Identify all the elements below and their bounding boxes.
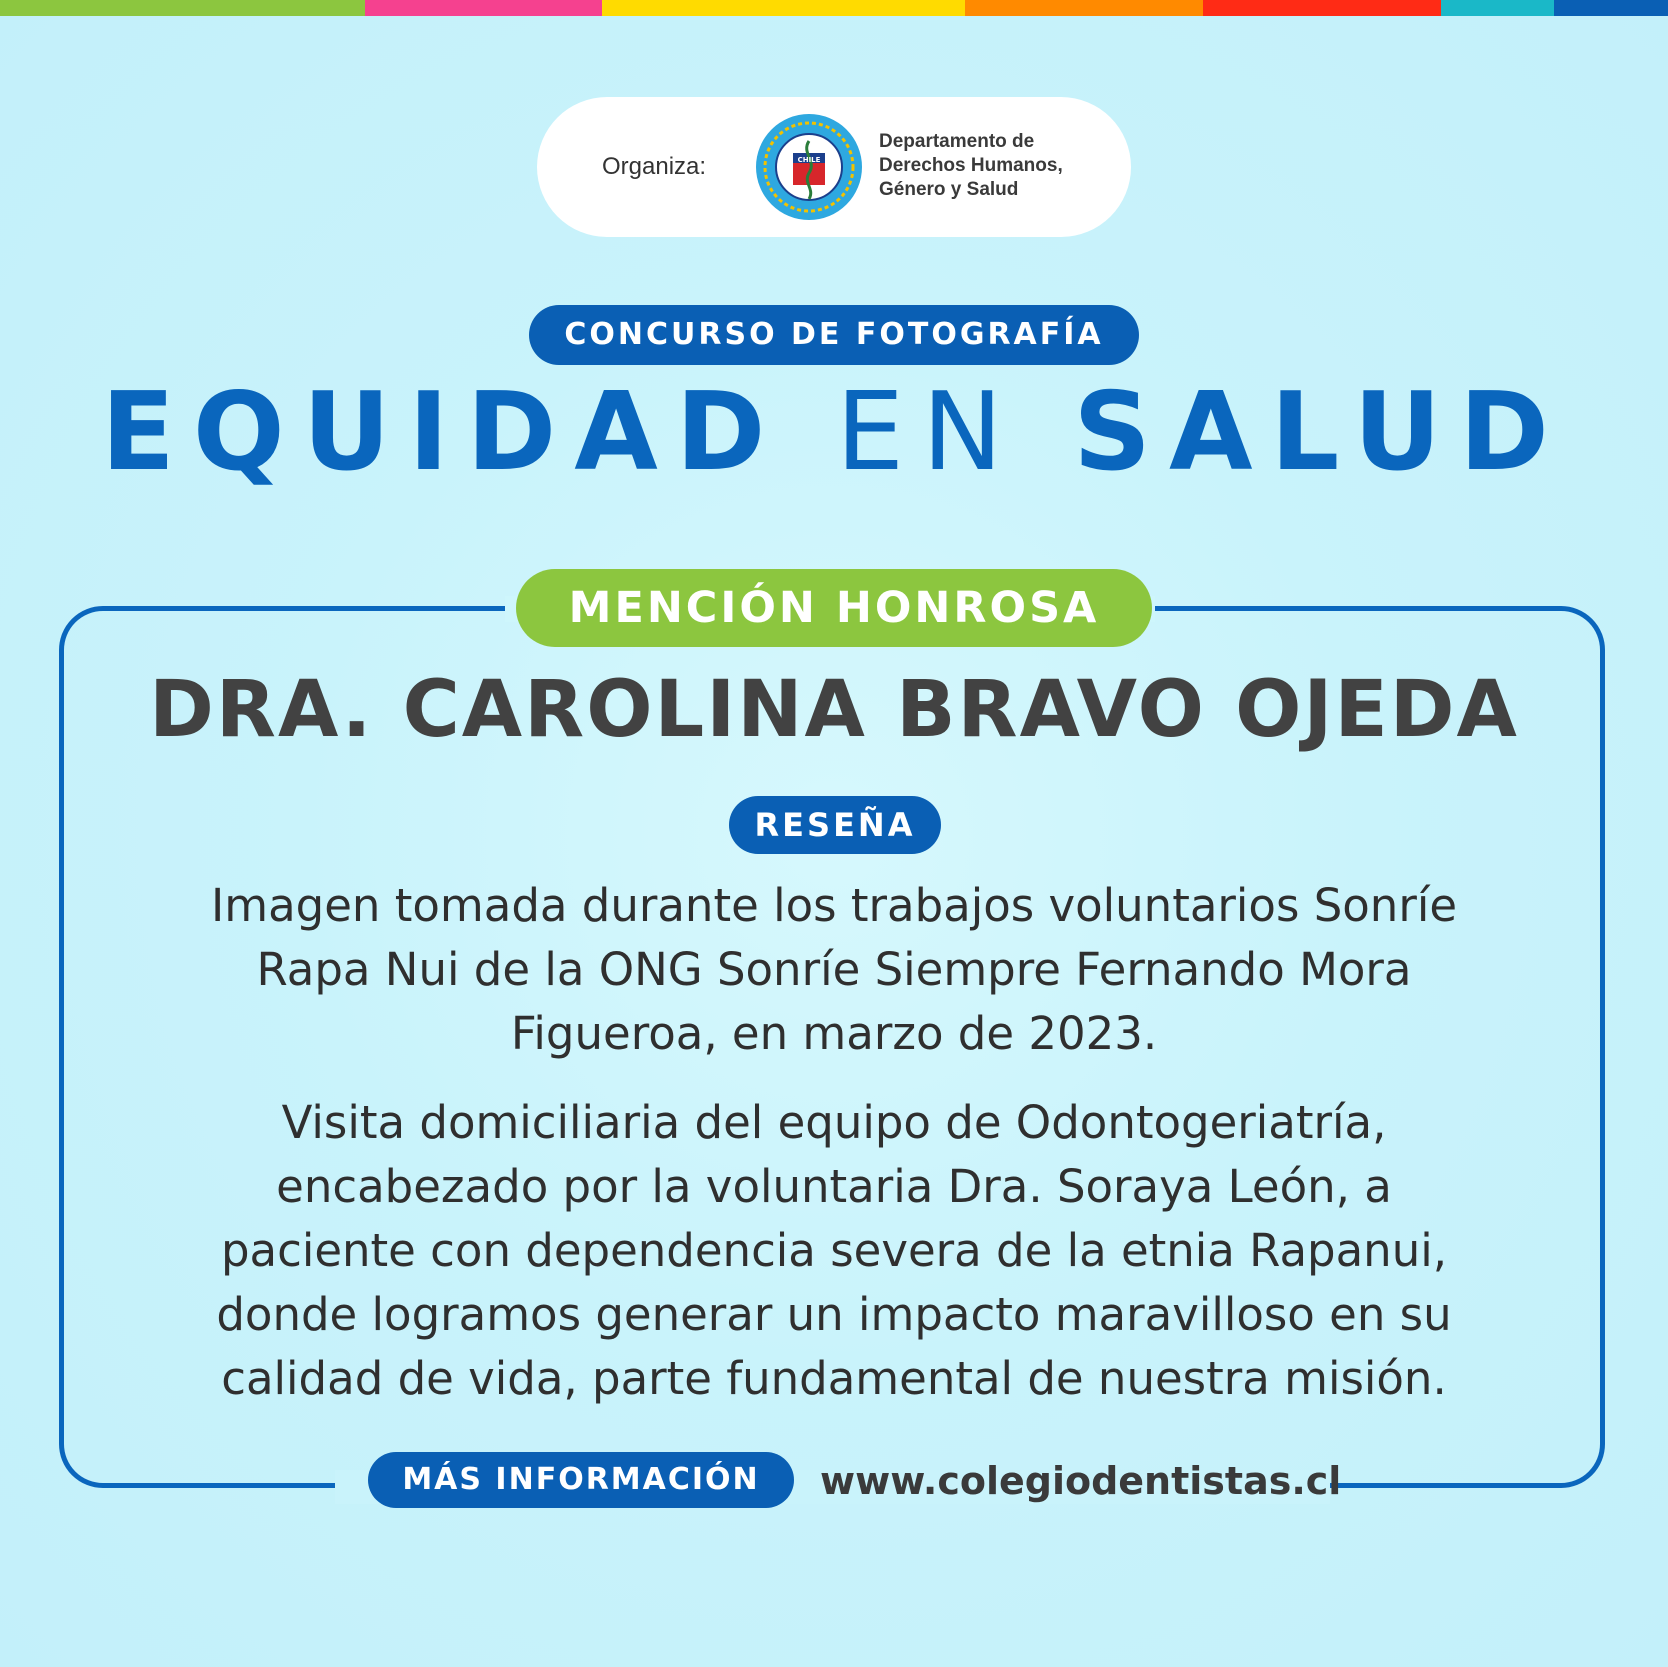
- review-badge: RESEÑA: [729, 796, 941, 854]
- review-p2-line: Visita domiciliaria del equipo de Odontogeriatría,: [281, 1096, 1387, 1149]
- organizer-label: Organiza:: [602, 153, 707, 180]
- review-p1-line: Figueroa, en marzo de 2023.: [510, 1007, 1158, 1060]
- review-p1-line: Rapa Nui de la ONG Sonríe Siempre Fernando Mora: [256, 943, 1412, 996]
- honorable-mention-badge: MENCIÓN HONROSA: [516, 569, 1152, 647]
- department-line-2: Derechos Humanos,: [879, 155, 1063, 176]
- review-p2-line: encabezado por la voluntaria Dra. Soraya León, a: [276, 1160, 1392, 1213]
- department-line-1: Departamento de: [879, 131, 1035, 152]
- stripe-blue: [1554, 0, 1668, 16]
- stripe-orange: [965, 0, 1203, 16]
- stripe-green: [0, 0, 365, 16]
- review-p2-line: calidad de vida, parte fundamental de nuestra misión.: [221, 1352, 1447, 1405]
- review-paragraph-2: [120, 1091, 1548, 1411]
- department-name: [879, 130, 1063, 202]
- stripe-pink: [365, 0, 602, 16]
- stripe-yellow: [602, 0, 965, 16]
- stripe-teal: [1441, 0, 1554, 16]
- seal-chile-text: CHILE: [797, 156, 821, 164]
- website-link[interactable]: www.colegiodentistas.cl: [820, 1459, 1342, 1503]
- contest-badge: CONCURSO DE FOTOGRAFÍA: [529, 305, 1139, 365]
- winner-name: DRA. CAROLINA BRAVO OJEDA: [149, 665, 1519, 755]
- more-info-badge: MÁS INFORMACIÓN: [368, 1452, 794, 1508]
- title-word-salud: SALUD: [1073, 370, 1567, 495]
- color-stripe-bar: [0, 0, 1668, 16]
- contest-title: [0, 368, 1668, 498]
- review-paragraph-1: [120, 874, 1548, 1066]
- title-word-en: EN: [835, 370, 1021, 495]
- review-p1-line: Imagen tomada durante los trabajos voluntarios Sonríe: [210, 879, 1458, 932]
- colegio-seal-logo: [755, 113, 863, 221]
- review-p2-line: donde logramos generar un impacto maravilloso en su: [216, 1288, 1452, 1341]
- review-p2-line: paciente con dependencia severa de la etnia Rapanui,: [220, 1224, 1448, 1277]
- organizer-panel: [537, 97, 1131, 237]
- title-word-equidad: EQUIDAD: [101, 370, 784, 495]
- department-line-3: Género y Salud: [879, 179, 1019, 200]
- stripe-red: [1203, 0, 1441, 16]
